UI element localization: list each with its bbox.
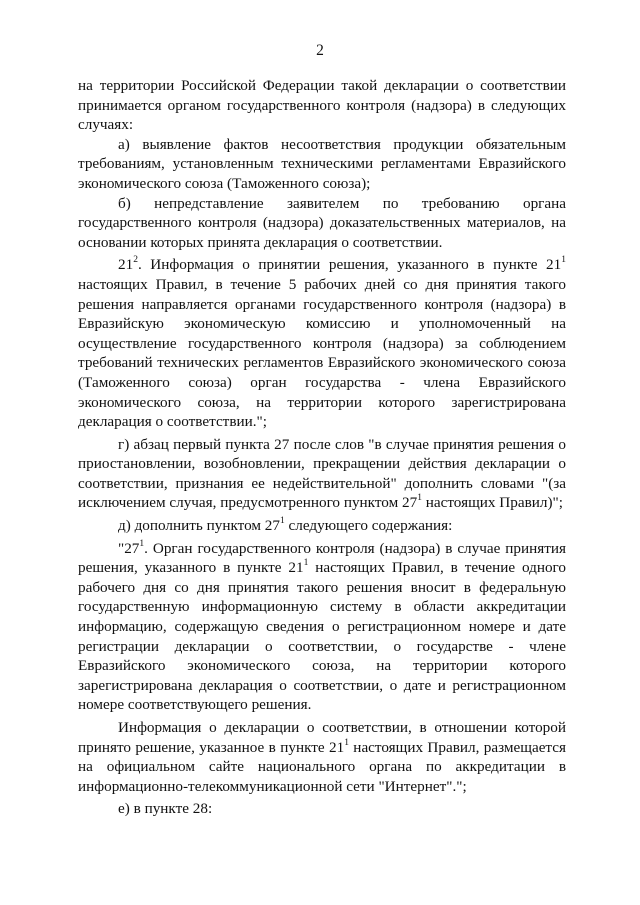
paragraph-item-d xyxy=(78,516,566,536)
reference-superscript: 1 xyxy=(417,493,422,504)
paragraph-item-g xyxy=(78,435,566,513)
paragraph-text: д) дополнить пунктом 27 xyxy=(118,517,280,535)
paragraph-text: настоящих Правил)"; xyxy=(421,494,563,512)
reference-superscript: 1 xyxy=(303,558,309,569)
paragraph-text: . Орган государственного контроля (надзора) в случае принятия решения, указанного в пункте 21 xyxy=(78,539,566,577)
paragraph-27-1 xyxy=(78,539,566,715)
paragraph-item-b: б) непредставление заявителем по требованию органа государственного контроля (надзора) доказательственных материалов, на основании которых принята декларация о соответствии. xyxy=(78,194,566,251)
paragraph-text: Информация о декларации о соответствии, в отношении которой принято решение, указанное в пункте 21 xyxy=(78,719,566,756)
page-number: 2 xyxy=(316,42,324,59)
clause-number-superscript: 2 xyxy=(133,255,138,266)
paragraph-intro: на территории Российской Федерации такой декларации о соответствии принимается органом государственного контроля (надзора) в следующих случаях: xyxy=(78,77,566,134)
paragraph-text: . Информация о принятии решения, указанного в пункте 21 xyxy=(137,256,562,274)
paragraph-text: следующего содержания: xyxy=(284,517,453,535)
paragraph-text: "27 xyxy=(118,539,140,557)
paragraph-text: настоящих Правил, в течение одного рабочего дня со дня принятия такого решения вносит в федеральную государственную информационную систему в области аккредитации информацию, содержащую сведения о регистрационном номере и дате регистрации декларации о соответствии, о государстве - члене Евразийского экономического союза, на территории которого зарегистрирована декларация о соответствии, о дате и регистрационном номере соответствующего решения. xyxy=(78,559,567,714)
paragraph-declaration-info xyxy=(78,718,566,796)
paragraph-item-e: е) в пункте 28: xyxy=(118,800,213,818)
clause-number-superscript: 1 xyxy=(139,538,145,549)
paragraph-text: настоящих Правил, в течение 5 рабочих дней со дня принятия такого решения направляется органами государственного контроля (надзора) в Евразийскую экономическую комиссию и уполномоченный на осуществление государственного контроля (надзора) за соблюдением требований технических регламентов Евразийского экономического союза (Таможенного союза) орган государства - члена Евразийского экономического союза, на территории которого зарегистрирована декларация о соответствии."; xyxy=(78,275,566,431)
paragraph-text: настоящих Правил, размещается на официальном сайте национального органа по аккредитации в информационно-телекоммуникационной сети "Интернет"."; xyxy=(78,738,566,795)
reference-superscript: 1 xyxy=(561,255,566,266)
reference-superscript: 1 xyxy=(344,737,349,748)
paragraph-21-2 xyxy=(78,255,566,431)
paragraph-item-a: а) выявление фактов несоответствия продукции обязательным требованиям, установленным техническими регламентами Евразийского экономического союза (Таможенного союза); xyxy=(78,135,566,192)
document-body xyxy=(78,76,566,819)
reference-superscript: 1 xyxy=(279,516,285,526)
clause-number: 21 xyxy=(118,256,134,274)
paragraph-text: г) абзац первый пункта 27 после слов "в случае принятия решения о приостановлении, возобновлении, прекращении действия декларации о соответствии, признания ее недействительной" дополнить словами "(за исключением случая, предусмотренного пунктом 27 xyxy=(78,435,566,512)
